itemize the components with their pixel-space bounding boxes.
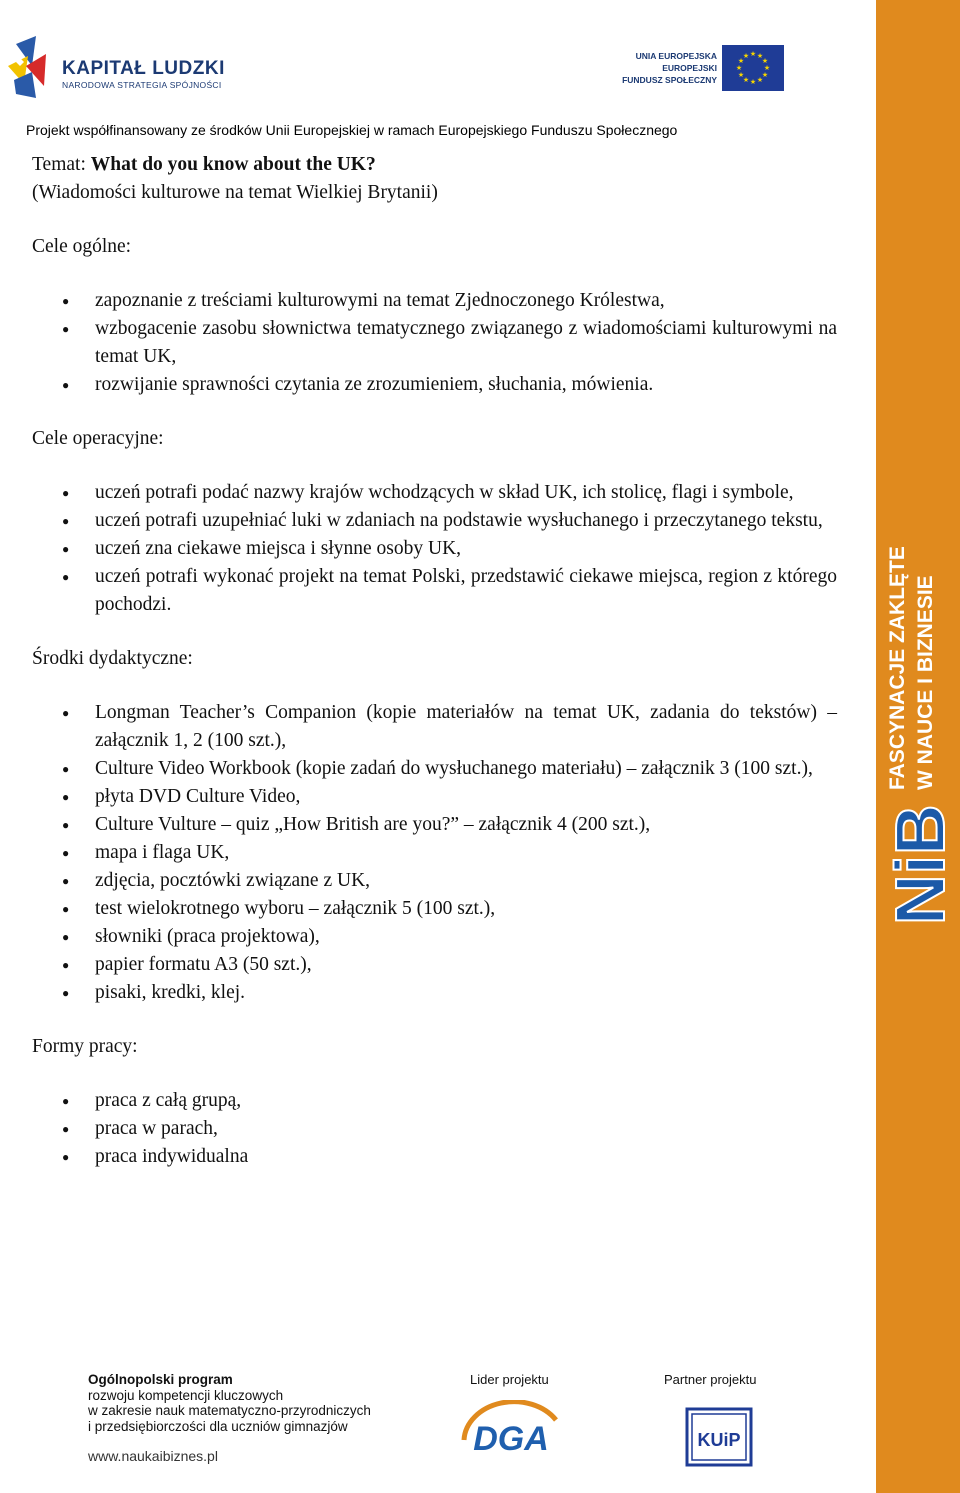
list-item: ● praca w parach, bbox=[32, 1115, 837, 1143]
svg-text:★: ★ bbox=[737, 57, 745, 65]
sidebar-slogan-line1: FASCYNACJE ZAKLĘTE bbox=[886, 546, 909, 790]
list-item: ● zdjęcia, pocztówki związane z UK, bbox=[32, 867, 837, 895]
svg-text:★: ★ bbox=[761, 57, 769, 65]
list-item: ● uczeń potrafi podać nazwy krajów wchodzących w skład UK, ich stolicę, flagi i symbole, bbox=[32, 479, 837, 507]
list-item: ● uczeń potrafi uzupełniać luki w zdaniach na podstawie wysłuchanego i przeczytanego tekstu, bbox=[32, 507, 837, 535]
list-item: ● test wielokrotnego wyboru – załącznik 5 (100 szt.), bbox=[32, 895, 837, 923]
program-line3: w zakresie nauk matematyczno-przyrodniczych bbox=[88, 1403, 371, 1418]
svg-text:★: ★ bbox=[742, 76, 750, 84]
cofinance-note: Projekt współfinansowany ze środków Unii Europejskiej w ramach Europejskiego Funduszu Społecznego bbox=[26, 122, 678, 138]
program-line4: i przedsiębiorczości dla uczniów gimnazjów bbox=[88, 1418, 348, 1434]
list-item: ● mapa i flaga UK, bbox=[32, 839, 837, 867]
list-item: ● płyta DVD Culture Video, bbox=[32, 783, 837, 811]
kuip-logo-icon bbox=[684, 1406, 754, 1468]
program-line1: Ogólnopolski program bbox=[88, 1372, 233, 1387]
program-line2: rozwoju kompetencji kluczowych bbox=[88, 1387, 284, 1403]
list-item: ● Longman Teacher’s Companion (kopie materiałów na temat UK, zadania do tekstów) – załącznik 1, 2 (100 szt.), bbox=[32, 699, 837, 755]
topic-label: Temat: bbox=[32, 154, 91, 175]
list-item: ● uczeń zna ciekawe miejsca i słynne osoby UK, bbox=[32, 535, 837, 563]
svg-text:★: ★ bbox=[749, 78, 757, 86]
general-goals-heading: Cele ogólne: bbox=[32, 236, 132, 257]
topic-subtitle: (Wiadomości kulturowe na temat Wielkiej Brytanii) bbox=[32, 182, 438, 203]
materials-heading: Środki dydaktyczne: bbox=[32, 648, 193, 669]
list-item: ● praca z całą grupą, bbox=[32, 1087, 837, 1115]
operational-goals-list bbox=[32, 479, 837, 619]
footer bbox=[0, 1360, 876, 1493]
ue-label-line3: FUNDUSZ SPOŁECZNY bbox=[622, 75, 717, 85]
kapital-ludzki-subtitle: NARODOWA STRATEGIA SPÓJNOŚCI bbox=[62, 80, 222, 90]
list-item: ● Culture Video Workbook (kopie zadań do wysłuchanego materiału) – załącznik 3 (100 szt.), bbox=[32, 755, 837, 783]
materials-list bbox=[32, 699, 837, 1007]
svg-text:KUiP: KUiP bbox=[697, 1430, 741, 1450]
list-item: ● praca indywidualna bbox=[32, 1143, 837, 1171]
leader-label: Lider projektu bbox=[470, 1372, 549, 1387]
eu-flag-icon bbox=[722, 45, 784, 91]
general-goals-list bbox=[32, 287, 837, 399]
lesson-plan bbox=[32, 151, 837, 1171]
list-item: ● zapoznanie z treściami kulturowymi na temat Zjednoczonego Królestwa, bbox=[32, 287, 837, 315]
svg-text:★: ★ bbox=[749, 50, 757, 58]
list-item: ● uczeń potrafi wykonać projekt na temat Polski, przedstawić ciekawe miejsca, region z którego pochodzi. bbox=[32, 563, 837, 619]
program-description bbox=[88, 1372, 371, 1434]
list-item: ● wzbogacenie zasobu słownictwa tematycznego związanego z wiadomościami kulturowymi na temat UK, bbox=[32, 315, 837, 371]
list-item: ● słowniki (praca projektowa), bbox=[32, 923, 837, 951]
forms-list bbox=[32, 1087, 837, 1171]
list-item: ● rozwijanie sprawności czytania ze zrozumieniem, słuchania, mówienia. bbox=[32, 371, 837, 399]
sidebar-slogan bbox=[876, 0, 960, 1493]
list-item: ● papier formatu A3 (50 szt.), bbox=[32, 951, 837, 979]
svg-text:★: ★ bbox=[756, 76, 764, 84]
svg-text:★: ★ bbox=[737, 71, 745, 79]
forms-heading: Formy pracy: bbox=[32, 1036, 138, 1057]
topic-title: What do you know about the UK? bbox=[90, 154, 376, 175]
dga-logo-icon bbox=[456, 1400, 566, 1470]
header bbox=[0, 0, 876, 150]
operational-goals-heading: Cele operacyjne: bbox=[32, 428, 164, 449]
svg-text:★: ★ bbox=[735, 64, 743, 72]
svg-text:★: ★ bbox=[756, 52, 764, 60]
kapital-ludzki-logo-icon bbox=[6, 36, 56, 98]
sidebar-slogan-line2: W NAUCE I BIZNESIE bbox=[914, 575, 937, 790]
svg-text:★: ★ bbox=[742, 52, 750, 60]
svg-text:★: ★ bbox=[761, 71, 769, 79]
sidebar-band bbox=[876, 0, 960, 1493]
ue-label bbox=[612, 50, 717, 86]
ue-label-line2: EUROPEJSKI bbox=[662, 63, 717, 73]
program-url[interactable]: www.naukaibiznes.pl bbox=[88, 1448, 218, 1464]
topic-line bbox=[32, 151, 837, 179]
svg-text:DGA: DGA bbox=[473, 1420, 549, 1458]
list-item: ● Culture Vulture – quiz „How British are you?” – załącznik 4 (200 szt.), bbox=[32, 811, 837, 839]
kapital-ludzki-title: KAPITAŁ LUDZKI bbox=[62, 58, 225, 79]
svg-text:★: ★ bbox=[763, 64, 771, 72]
ue-label-line1: UNIA EUROPEJSKA bbox=[635, 51, 717, 61]
list-item: ● pisaki, kredki, klej. bbox=[32, 979, 837, 1007]
partner-label: Partner projektu bbox=[664, 1372, 757, 1387]
nib-logo-icon: NiB bbox=[881, 804, 959, 925]
